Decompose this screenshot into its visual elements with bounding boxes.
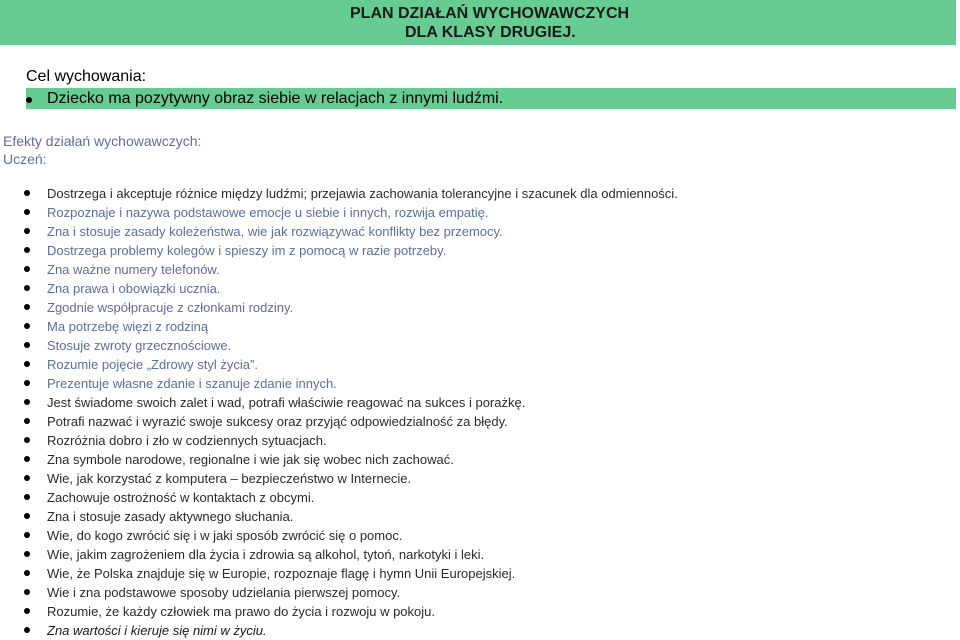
outcome-text: Wie, do kogo zwrócić się i w jaki sposób zwrócić się o pomoc.: [47, 528, 403, 543]
goal-text: Dziecko ma pozytywny obraz siebie w relacjach z innymi ludźmi.: [47, 90, 504, 107]
list-item: [0, 184, 678, 203]
list-item: [0, 298, 678, 317]
outcome-text: Zna wartości i kieruje się nimi w życiu.: [47, 623, 267, 638]
outcome-text: Rozumie, że każdy człowiek ma prawo do życia i rozwoju w pokoju.: [47, 604, 435, 619]
list-item: [0, 450, 678, 469]
bullet-icon: [24, 570, 30, 576]
page-title-line-1: PLAN DZIAŁAŃ WYCHOWAWCZYCH: [350, 5, 630, 22]
list-item: [0, 317, 678, 336]
bullet-icon: [24, 285, 30, 291]
bullet-icon: [24, 342, 30, 348]
outcome-text: Zna i stosuje zasady aktywnego słuchania.: [47, 509, 294, 524]
outcome-text: Wie, jakim zagrożeniem dla życia i zdrowia są alkohol, tytoń, narkotyki i leki.: [47, 547, 485, 562]
outcome-text: Rozróżnia dobro i zło w codziennych sytuacjach.: [47, 433, 327, 448]
outcome-text: Zna ważne numery telefonów.: [47, 262, 220, 277]
page-title-line-2: DLA KLASY DRUGIEJ.: [405, 24, 576, 41]
list-item: [0, 241, 678, 260]
outcome-text: Dostrzega problemy kolegów i spieszy im z pomocą w razie potrzeby.: [47, 243, 447, 258]
list-item: [0, 488, 678, 507]
bullet-icon: [24, 323, 30, 329]
list-item: [0, 621, 678, 640]
outcome-text: Wie, że Polska znajduje się w Europie, rozpoznaje flagę i hymn Unii Europejskiej.: [47, 566, 516, 581]
bullet-icon: [24, 494, 30, 500]
bullet-icon: [24, 456, 30, 462]
bullet-icon: [24, 608, 30, 614]
list-item: [0, 431, 678, 450]
bullet-icon: [24, 247, 30, 253]
bullet-icon: [24, 418, 30, 424]
outcome-text: Zgodnie współpracuje z członkami rodziny.: [47, 300, 294, 315]
list-item: [0, 602, 678, 621]
bullet-icon: [24, 380, 30, 386]
list-item: [0, 583, 678, 602]
list-item: [0, 469, 678, 488]
list-item: [0, 564, 678, 583]
goal-label: Cel wychowania:: [26, 68, 147, 85]
bullet-icon: [24, 399, 30, 405]
bullet-icon: [24, 513, 30, 519]
bullet-icon: [24, 228, 30, 234]
outcome-text: Jest świadome swoich zalet i wad, potrafi właściwie reagować na sukces i porażkę.: [47, 395, 526, 410]
bullet-icon: [24, 551, 30, 557]
list-item: [0, 203, 678, 222]
outcome-text: Rozumie pojęcie „Zdrowy styl życia”.: [47, 357, 258, 372]
outcome-text: Stosuje zwroty grzecznościowe.: [47, 338, 232, 353]
outcome-text: Zna i stosuje zasady koleżeństwa, wie jak rozwiązywać konflikty bez przemocy.: [47, 224, 503, 239]
outcome-text: Rozpoznaje i nazywa podstawowe emocje u siebie i innych, rozwija empatię.: [47, 205, 489, 220]
bullet-icon: [24, 589, 30, 595]
list-item: [0, 336, 678, 355]
list-item: [0, 526, 678, 545]
list-item: [0, 393, 678, 412]
list-item: [0, 222, 678, 241]
bullet-icon: [24, 361, 30, 367]
list-item: [0, 507, 678, 526]
outcome-text: Zna prawa i obowiązki ucznia.: [47, 281, 221, 296]
outcome-text: Zna symbole narodowe, regionalne i wie jak się wobec nich zachować.: [47, 452, 454, 467]
bullet-icon: [24, 627, 30, 633]
outcome-text: Ma potrzebę więzi z rodziną: [47, 319, 209, 334]
outcome-text: Dostrzega i akceptuje różnice między ludźmi; przejawia zachowania tolerancyjne i szacunek dla odmienności.: [47, 186, 678, 201]
outcome-text: Wie, jak korzystać z komputera – bezpieczeństwo w Internecie.: [47, 471, 412, 486]
list-item: [0, 374, 678, 393]
outcomes-list: [0, 184, 678, 640]
bullet-icon: [24, 190, 30, 196]
effects-heading: Efekty działań wychowawczych:: [3, 133, 202, 149]
list-item: [0, 279, 678, 298]
outcome-text: Prezentuje własne zdanie i szanuje zdanie innych.: [47, 376, 337, 391]
bullet-icon: [24, 475, 30, 481]
outcome-text: Wie i zna podstawowe sposoby udzielania pierwszej pomocy.: [47, 585, 401, 600]
list-item: [0, 260, 678, 279]
bullet-icon: [24, 532, 30, 538]
bullet-icon: [24, 304, 30, 310]
bullet-icon: [24, 266, 30, 272]
list-item: [0, 412, 678, 431]
list-item: [0, 355, 678, 374]
effects-subject: Uczeń:: [3, 151, 47, 167]
bullet-icon: [24, 209, 30, 215]
bullet-icon: [24, 437, 30, 443]
outcome-text: Zachowuje ostrożność w kontaktach z obcymi.: [47, 490, 315, 505]
outcome-text: Potrafi nazwać i wyrazić swoje sukcesy oraz przyjąć odpowiedzialność za błędy.: [47, 414, 508, 429]
list-item: [0, 545, 678, 564]
bullet-icon: [26, 97, 32, 103]
